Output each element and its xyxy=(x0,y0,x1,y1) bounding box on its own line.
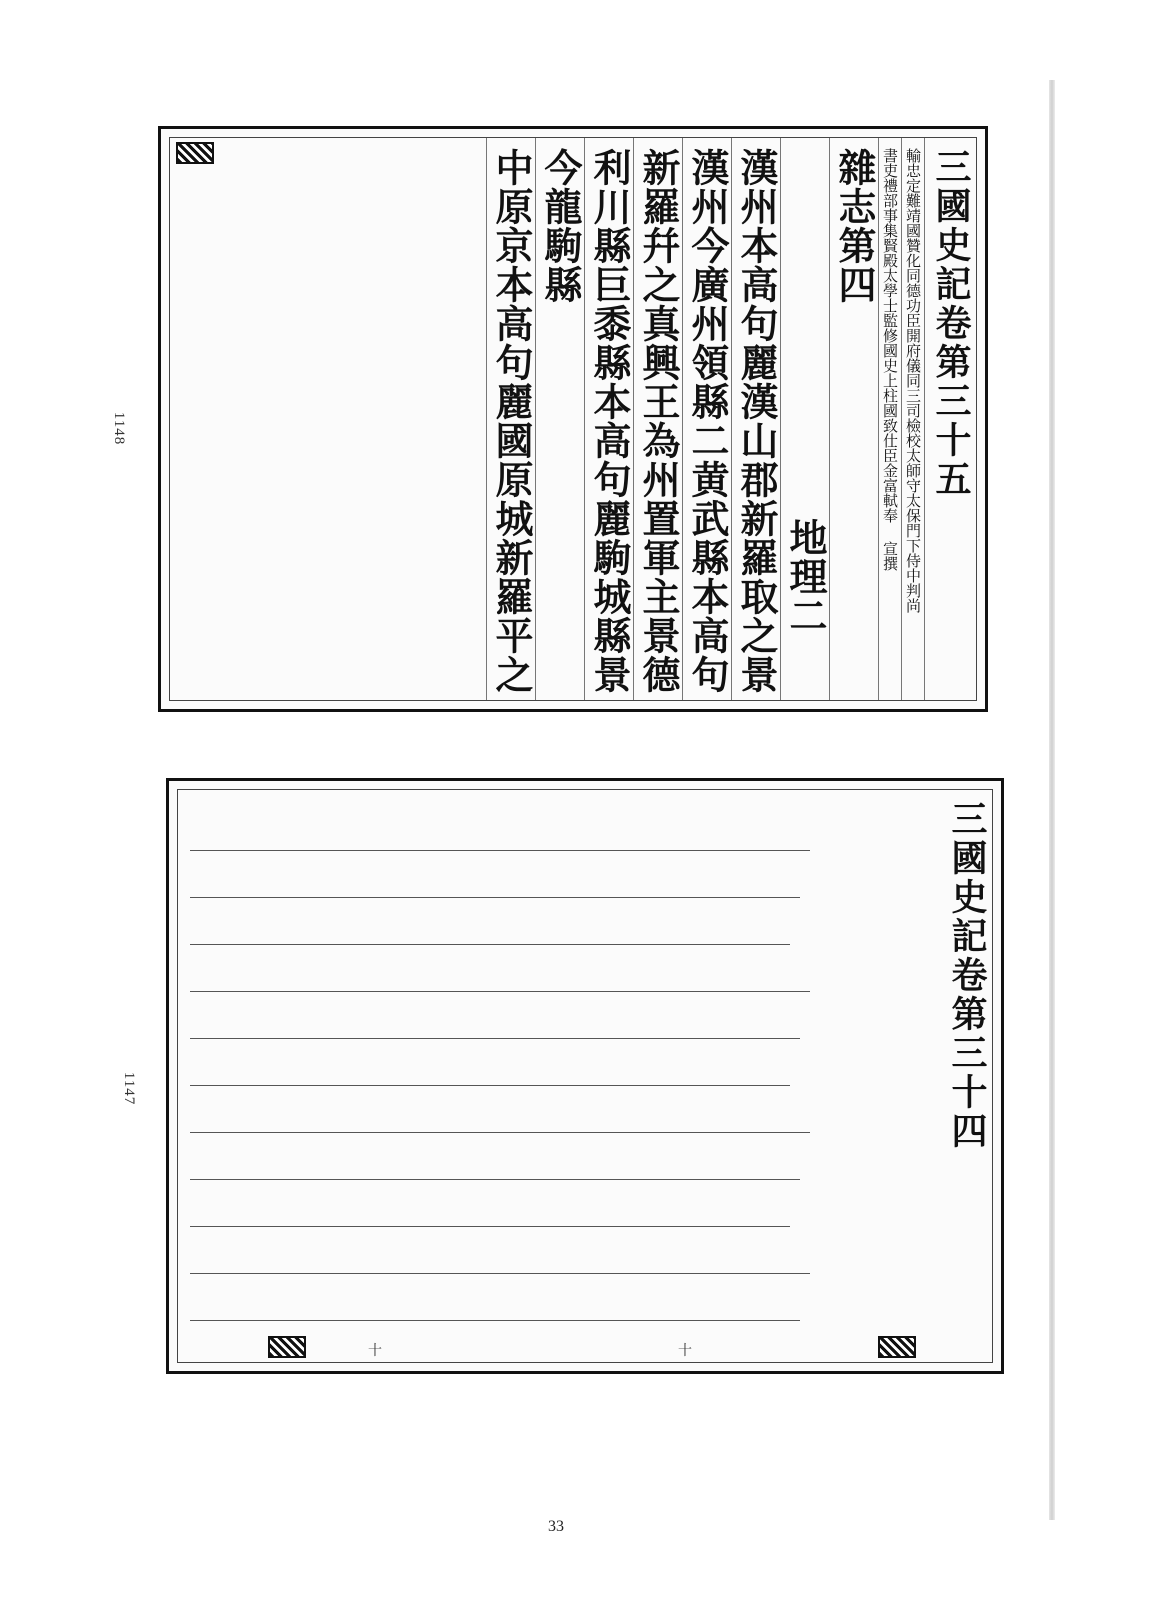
chapter-heading-text: 雜志第四 xyxy=(832,148,877,304)
fish-tail-mark-icon xyxy=(176,142,214,164)
text-column-6: 中原京本高句麗國原城新羅平之 xyxy=(486,138,535,700)
book-title-column-lower: 三國史記卷第三十四 xyxy=(946,800,988,1151)
text-column-2: 漢州今廣州領縣二黄武縣本高句 xyxy=(682,138,731,700)
footer-mark: 十 xyxy=(368,1343,382,1359)
ruled-line xyxy=(190,1085,790,1086)
upper-text-columns xyxy=(170,138,976,700)
ruled-line xyxy=(190,1132,810,1133)
ruled-line xyxy=(190,1038,800,1039)
ruled-line xyxy=(190,944,790,945)
ruled-line xyxy=(190,991,810,992)
side-page-number-lower: 1147 xyxy=(121,1071,138,1106)
book-spine xyxy=(1049,80,1055,1520)
page-number: 33 xyxy=(548,1518,564,1535)
book-title-column: 三國史記卷第三十五 xyxy=(924,138,976,700)
fish-tail-mark-icon xyxy=(268,1336,306,1358)
ruled-line xyxy=(190,1273,810,1274)
author-line-2: 書吏禮部事集賢殿太學士監修國史上柱國致仕臣金富軾奉 宣撰 xyxy=(878,138,901,700)
lower-folio-frame xyxy=(177,789,993,1363)
lower-folio-page xyxy=(166,778,1004,1374)
ruled-line xyxy=(190,850,810,851)
chapter-heading xyxy=(829,138,878,700)
ruled-line xyxy=(190,1226,790,1227)
ruled-line xyxy=(190,1179,800,1180)
footer-mark: 十 xyxy=(678,1343,692,1359)
text-column-1: 漢州本高句麗漢山郡新羅取之景 xyxy=(731,138,780,700)
chapter-sub: 地理二 xyxy=(780,138,829,700)
upper-folio-frame xyxy=(169,137,977,701)
side-page-number-upper: 1148 xyxy=(111,411,128,446)
text-column-5: 今龍駒縣 xyxy=(535,138,584,700)
text-column-4: 利川縣巨黍縣本高句麗駒城縣景 xyxy=(584,138,633,700)
ruled-line xyxy=(190,1320,800,1321)
fish-tail-mark-icon xyxy=(878,1336,916,1358)
upper-folio-page xyxy=(158,126,988,712)
author-line-1: 輸忠定難靖國贊化同德功臣開府儀同三司檢校太師守太保門下侍中判尚 xyxy=(901,138,924,700)
text-column-3: 新羅幷之真興王為州置軍主景德 xyxy=(633,138,682,700)
lower-text-columns xyxy=(178,790,992,1362)
ruled-line xyxy=(190,897,800,898)
